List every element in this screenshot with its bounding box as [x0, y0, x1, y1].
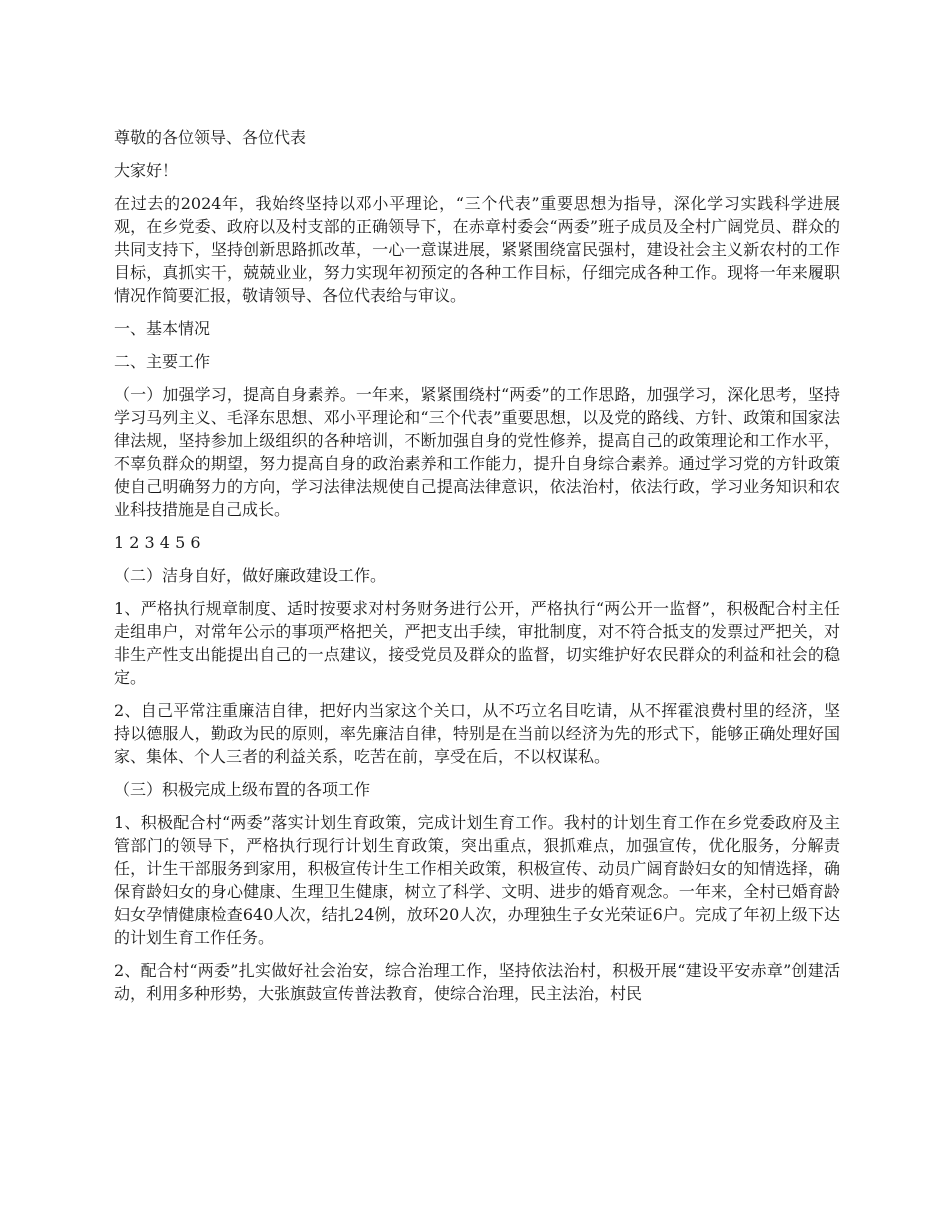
section-heading-basic: 一、基本情况	[114, 319, 211, 338]
salutation-leaders: 尊敬的各位领导、各位代表	[114, 128, 307, 147]
document-body	[114, 126, 840, 1015]
tasks-item-1: 1、积极配合村“两委”落实计划生育政策，完成计划生育工作。我村的计划生育工作在乡党委政府及主管部门的领导下，严格执行现行计划生育政策，突出重点，狠抓难点，加强宣传，优化服务，分解责任，计生干部服务到家用，积极宣传计生工作相关政策，积极宣传、动员广阔育龄妇女的知情选择，确保育龄妇女的身心健康、生理卫生健康，树立了科学、文明、进步的婚育观念。一年来，全村已婚育龄妇女孕情健康检查640人次，结扎24例，放环20人次，办理独生子女光荣证6户。完成了年初上级下达的计划生育工作任务。	[114, 813, 840, 947]
integrity-item-2: 2、自己平常注重廉洁自律，把好内当家这个关口，从不巧立名目吃请，从不挥霍浪费村里的经济，坚持以德服人，勤政为民的原则，率先廉洁自律，特别是在当前以经济为先的形式下，能够正确处理好国家、集体、个人三者的利益关系，吃苦在前，享受在后，不以权谋私。	[114, 701, 840, 766]
section-heading-main-work: 二、主要工作	[114, 352, 211, 371]
greeting: 大家好！	[114, 161, 179, 180]
study-paragraph: （一）加强学习，提高自身素养。一年来，紧紧围绕村“两委”的工作思路，加强学习，深化思考，坚持学习马列主义、毛泽东思想、邓小平理论和“三个代表”重要思想，以及党的路线、方针、政策和国家法律法规，坚持参加上级组织的各种培训，不断加强自身的党性修养，提高自己的政策理论和工作水平，不辜负群众的期望，努力提高自身的政治素养和工作能力，提升自身综合素养。通过学习党的方针政策使自己明确努力的方向，学习法律法规使自己提高法律意识，依法治村，依法行政，学习业务知识和农业科技措施是自己成长。	[114, 385, 840, 519]
number-sequence: 1 2 3 4 5 6	[114, 533, 201, 552]
intro-paragraph: 在过去的2024年，我始终坚持以邓小平理论，“三个代表”重要思想为指导，深化学习实践科学进展观，在乡党委、政府以及村支部的正确领导下，在赤章村委会“两委”班子成员及全村广阔党员、群众的共同支持下，坚持创新思路抓改革，一心一意谋进展，紧紧围绕富民强村，建设社会主义新农村的工作目标，真抓实干，兢兢业业，努力实现年初预定的各种工作目标，仔细完成各种工作。现将一年来履职情况作简要汇报，敬请领导、各位代表给与审议。	[114, 194, 840, 305]
subheading-integrity: （二）洁身自好，做好廉政建设工作。	[114, 566, 387, 585]
integrity-item-1: 1、严格执行规章制度、适时按要求对村务财务进行公开，严格执行“两公开一监督”，积极配合村主任走组串户，对常年公示的事项严格把关，严把支出手续，审批制度，对不符合抵支的发票过严把关，对非生产性支出能提出自己的一点建议，接受党员及群众的监督，切实维护好农民群众的利益和社会的稳定。	[114, 599, 840, 687]
subheading-tasks: （三）积极完成上级布置的各项工作	[114, 780, 371, 799]
tasks-item-2: 2、配合村“两委”扎实做好社会治安，综合治理工作，坚持依法治村，积极开展“建设平安赤章”创建活动，利用多种形势，大张旗鼓宣传普法教育，使综合治理，民主法治，村民	[114, 961, 840, 1003]
